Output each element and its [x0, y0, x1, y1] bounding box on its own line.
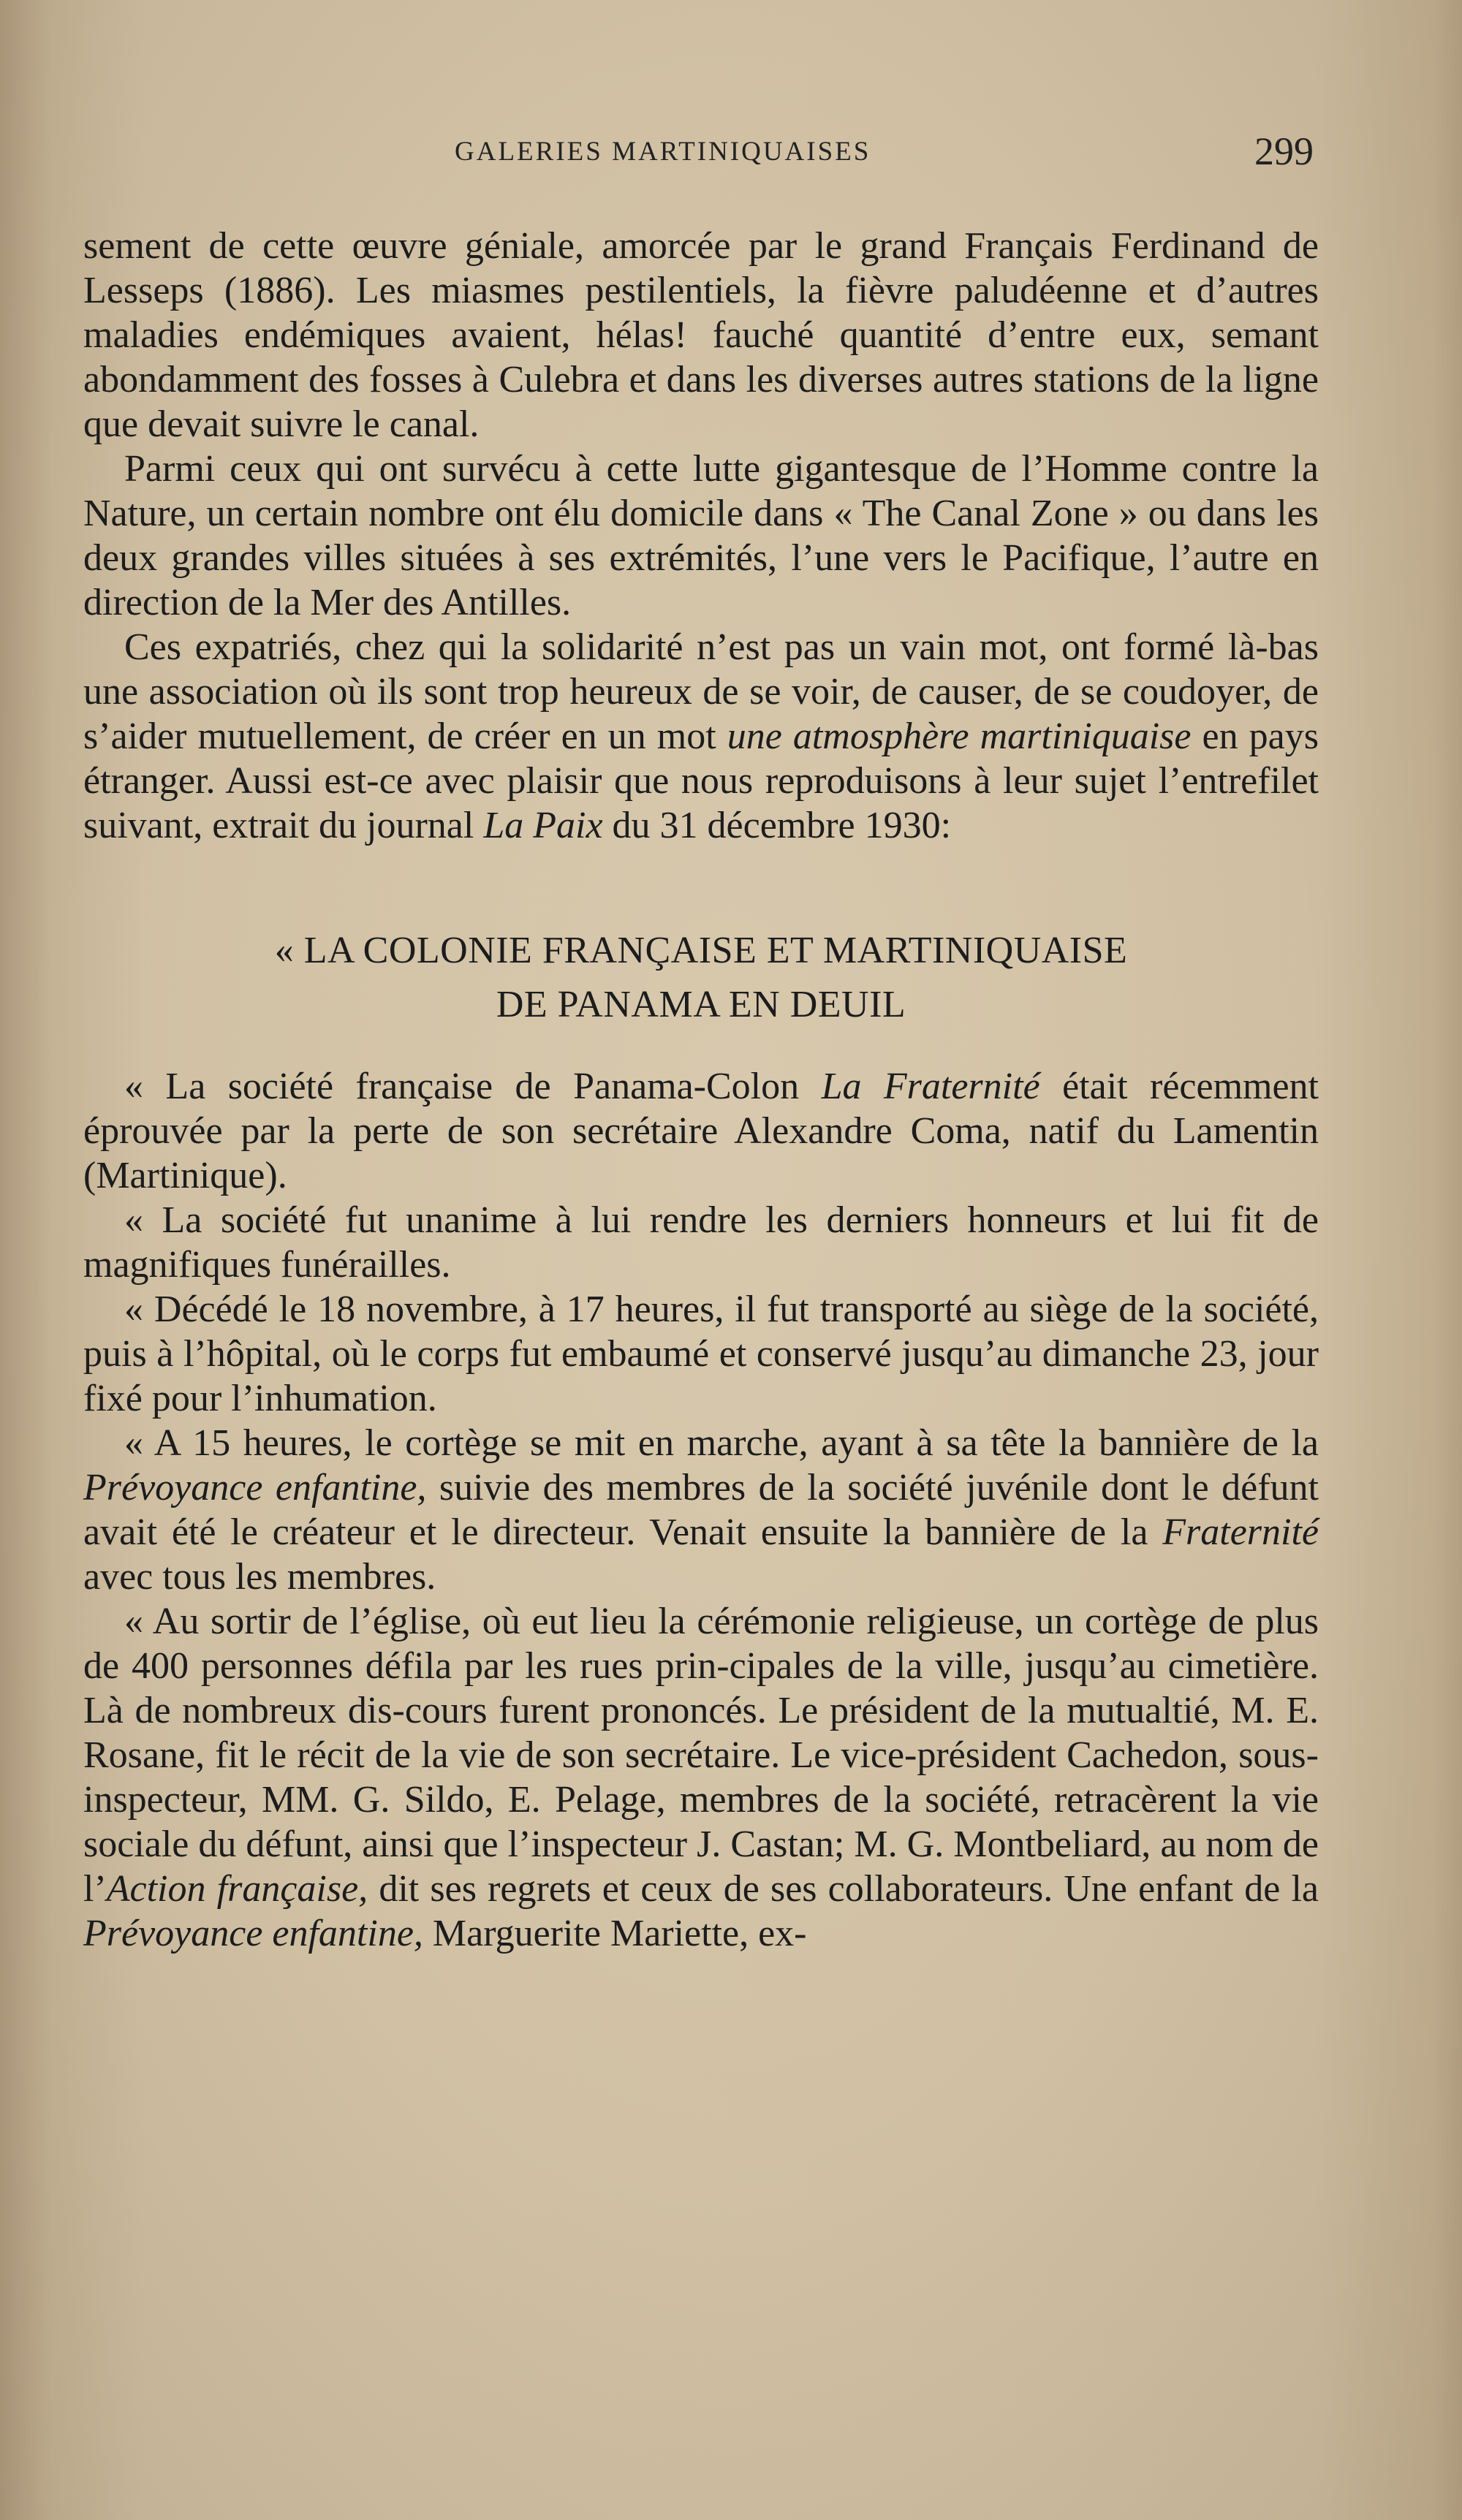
paragraph-survivors: Parmi ceux qui ont survécu à cette lutte gigantesque de l’Homme contre la Nature, un certain nombre ont élu domicile dans « The Canal Zone » ou dans les deux grandes villes situées à ses extrémités, l’une vers le Pacifique, l’autre en direction de la Mer des Antilles. — [83, 448, 1319, 623]
article-headline — [83, 924, 1319, 1032]
page-number: 299 — [1254, 129, 1314, 173]
running-title: GALERIES MARTINIQUAISES — [455, 137, 871, 167]
quote-paragraph-2: « La société fut unanime à lui rendre les derniers honneurs et lui fit de magnifiques funérailles. — [83, 1199, 1319, 1286]
quote-paragraph-1: « La société française de Panama-Colon La Fraternité était récemment éprouvée par la perte de son secrétaire Alexandre Coma, natif du Lamentin (Martinique). — [83, 1066, 1319, 1196]
paragraph-continued: sement de cette œuvre géniale, amorcée par le grand Français Ferdinand de Lesseps (1886). Les miasmes pestilentiels, la fièvre paludéenne et d’autres maladies endémiques avaient, hélas! fauché quantité d’entre eux, semant abondamment des fosses à Culebra et dans les diverses autres stations de la ligne que devait suivre le canal. — [83, 225, 1319, 445]
quote-paragraph-4: « A 15 heures, le cortège se mit en marche, ayant à sa tête la bannière de la Prévoyance enfantine, suivie des membres de la société juvénile dont le défunt avait été le créateur et le directeur. Venait ensuite la bannière de la Fraternité avec tous les membres. — [83, 1422, 1319, 1598]
quote-paragraph-5: « Au sortir de l’église, où eut lieu la cérémonie religieuse, un cortège de plus de 400 personnes défila par les rues prin-cipales de la ville, jusqu’au cimetière. Là de nombreux dis-cours furent prononcés. Le président de la mutualtié, M. E. Rosane, fit le récit de la vie de son secrétaire. Le vice-président Cachedon, sous-inspecteur, MM. G. Sildo, E. Pelage, membres de la société, retracèrent la vie sociale du défunt, ainsi que l’inspecteur J. Castan; M. G. Montbeliard, au nom de l’Action française, dit ses regrets et ceux de ses collaborateurs. Une enfant de la Prévoyance enfantine, Marguerite Mariette, ex- — [83, 1601, 1319, 1954]
page-body — [83, 224, 1319, 1956]
headline-line-2: DE PANAMA EN DEUIL — [496, 984, 906, 1025]
headline-line-1: « LA COLONIE FRANÇAISE ET MARTINIQUAISE — [274, 930, 1128, 971]
page-header — [0, 129, 1462, 180]
paragraph-expatriates: Ces expatriés, chez qui la solidarité n’est pas un vain mot, ont formé là-bas une association où ils sont trop heureux de se voir, de causer, de se coudoyer, de s’aider mutuellement, de créer en un mot une atmosphère martiniquaise en pays étranger. Aussi est-ce avec plaisir que nous reproduisons à leur sujet l’entrefilet suivant, extrait du journal La Paix du 31 décembre 1930: — [83, 626, 1319, 846]
quote-paragraph-3: « Décédé le 18 novembre, à 17 heures, il fut transporté au siège de la société, puis à l’hôpital, où le corps fut embaumé et conservé jusqu’au dimanche 23, jour fixé pour l’inhumation. — [83, 1289, 1319, 1419]
